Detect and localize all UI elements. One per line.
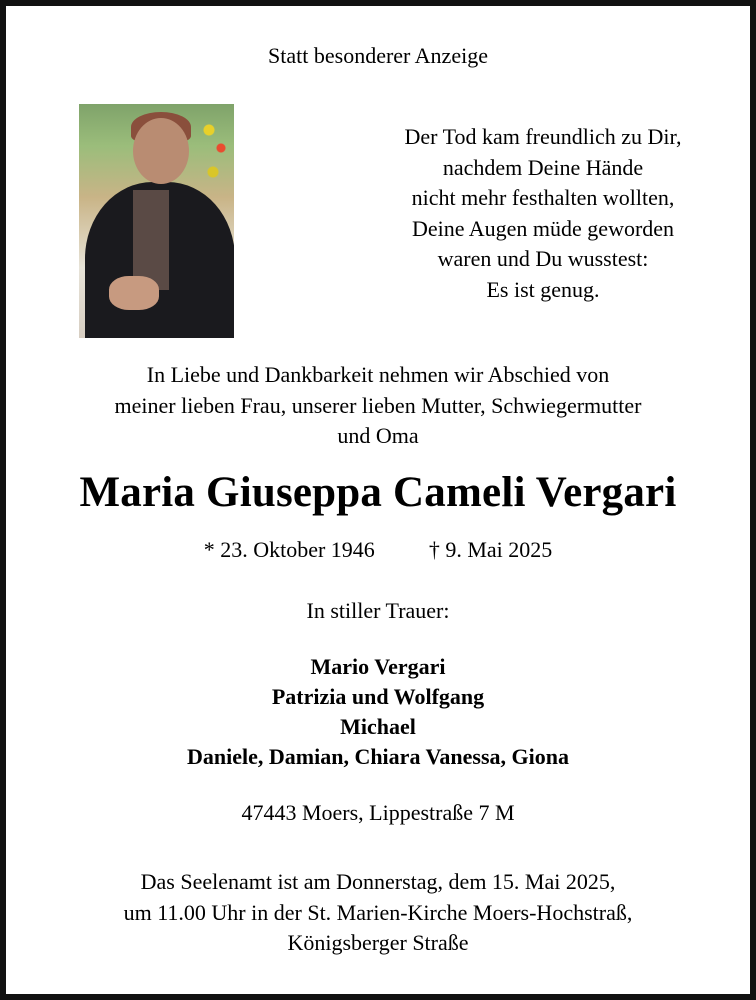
intro-text — [0, 360, 756, 452]
address: 47443 Moers, Lippestraße 7 M — [241, 800, 515, 825]
family-line: Michael — [340, 714, 416, 739]
birth-date: * 23. Oktober 1946 — [203, 537, 375, 562]
deceased-name: Maria Giuseppa Cameli Vergari — [79, 469, 677, 516]
family-line: Daniele, Damian, Chiara Vanessa, Giona — [187, 744, 569, 769]
death-date: † 9. Mai 2025 — [428, 537, 553, 562]
poem-line: nachdem Deine Hände — [442, 154, 644, 180]
family-names — [0, 652, 756, 772]
service-line: Das Seelenamt ist am Donnerstag, dem 15. Mai 2025, — [140, 869, 616, 894]
mourning-label: In stiller Trauer: — [306, 598, 450, 623]
family-line: Patrizia und Wolfgang — [271, 684, 485, 709]
family-line: Mario Vergari — [310, 654, 446, 679]
poem-line: Es ist genug. — [486, 276, 600, 302]
life-dates — [0, 537, 756, 563]
poem-line: Der Tod kam freundlich zu Dir, — [404, 124, 682, 149]
intro-line: meiner lieben Frau, unserer lieben Mutter, Schwiegermutter — [114, 392, 642, 418]
poem — [358, 122, 728, 305]
poem-line: nicht mehr festhalten wollten, — [411, 185, 675, 210]
poem-line: waren und Du wusstest: — [437, 246, 649, 271]
intro-line: In Liebe und Dankbarkeit nehmen wir Abschied von — [146, 362, 610, 387]
service-info — [0, 867, 756, 959]
notice-header: Statt besonderer Anzeige — [268, 43, 488, 68]
service-line: Königsberger Straße — [287, 930, 469, 955]
intro-line: und Oma — [337, 423, 419, 448]
poem-line: Deine Augen müde geworden — [411, 215, 675, 241]
portrait-photo — [79, 104, 234, 338]
service-line: um 11.00 Uhr in der St. Marien-Kirche Moers-Hochstraß, — [123, 899, 633, 925]
